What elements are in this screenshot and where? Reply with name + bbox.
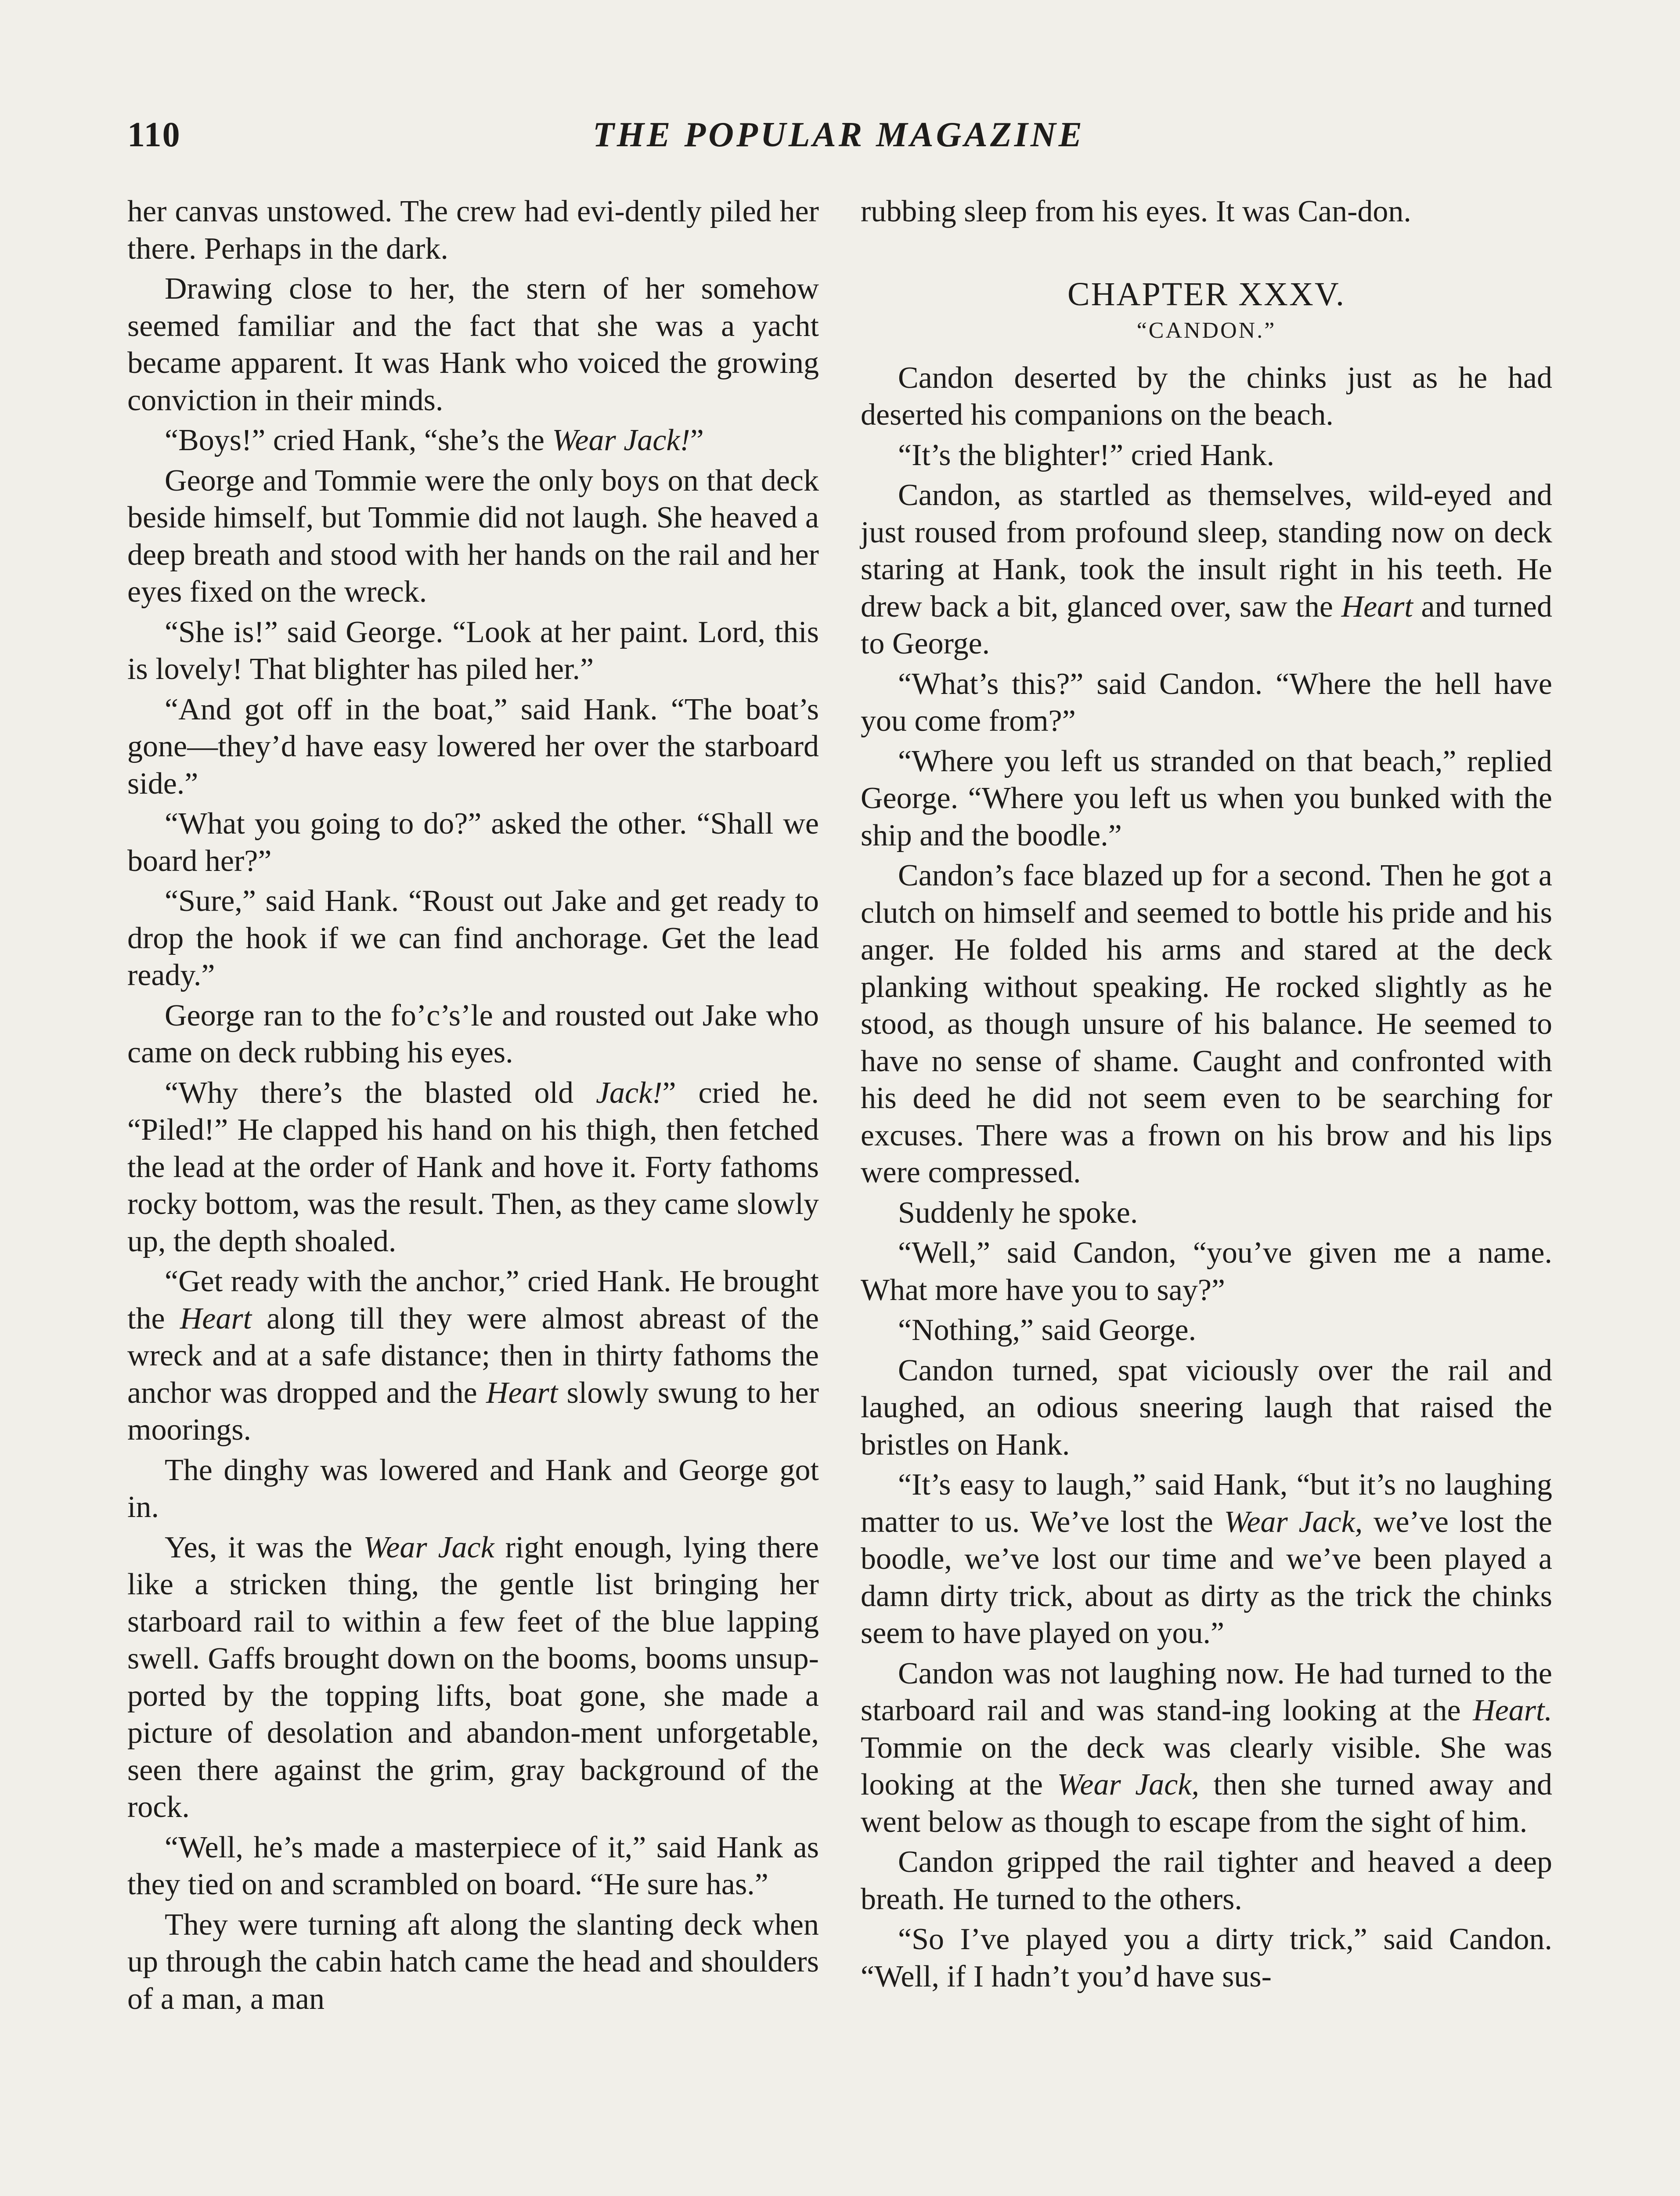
paragraph: “She is!” said George. “Look at her paint. Lord, this is lovely! That blighter has piled her.” <box>127 615 819 686</box>
chapter-heading: CHAPTER XXXV. <box>1067 275 1345 313</box>
paragraph: Candon turned, spat viciously over the rail and laughed, an odious sneering laugh that raised the bristles on Hank. <box>861 1353 1552 1462</box>
chapter-subtitle: “CANDON.” <box>1136 318 1276 343</box>
paragraph: The dinghy was lowered and Hank and George got in. <box>127 1453 819 1524</box>
paragraph: “Where you left us stranded on that beach,” replied George. “Where you left us when you bunked with the ship and the boodle.” <box>861 744 1552 852</box>
paragraph: Suddenly he spoke. <box>898 1196 1138 1230</box>
paragraph: “And got off in the boat,” said Hank. “The boat’s gone—they’d have easy lowered her over the starboard side.” <box>127 692 819 801</box>
paragraph: her canvas unstowed. The crew had evi-dently piled her there. Perhaps in the dark. <box>127 195 819 266</box>
paragraph: They were turning aft along the slanting deck when up through the cabin hatch came the head and shoulders of a man, a man <box>127 1907 819 2016</box>
paragraph: “Boys!” cried Hank, “she’s the Wear Jack!” <box>165 423 704 457</box>
left-text-column <box>127 193 819 2021</box>
paragraph: “Nothing,” said George. <box>898 1313 1197 1347</box>
page-number: 110 <box>127 116 181 154</box>
paragraph: “What you going to do?” asked the other. “Shall we board her?” <box>127 807 819 878</box>
paragraph: Drawing close to her, the stern of her somehow seemed familiar and the fact that she was a yacht became apparent. It was Hank who voiced the growing conviction in their minds. <box>127 272 819 417</box>
paragraph: “Get ready with the anchor,” cried Hank. He brought the Heart along till they were almost abreast of the wreck and at a safe distance; then in thirty fathoms the anchor was dropped and the Heart slowly swung to her moorings. <box>127 1264 819 1447</box>
paragraph: “So I’ve played you a dirty trick,” said Candon. “Well, if I hadn’t you’d have sus- <box>861 1922 1552 1994</box>
paragraph: Candon, as startled as themselves, wild-eyed and just roused from profound sleep, standing now on deck staring at Hank, took the insult right in his teeth. He drew back a bit, glanced over, saw the Heart and turned to George. <box>861 478 1552 661</box>
paragraph: Yes, it was the Wear Jack right enough, lying there like a stricken thing, the gentle list bringing her starboard rail to within a few feet of the blue lapping swell. Gaffs brought down on the booms, booms unsup-ported by the topping lifts, boat gone, she made a picture of desolation and abandon-ment unforgetable, seen there against the grim, gray background of the rock. <box>127 1530 819 1824</box>
paragraph: rubbing sleep from his eyes. It was Can-don. <box>861 195 1411 228</box>
right-text-column <box>861 193 1552 1998</box>
paragraph: “It’s the blighter!” cried Hank. <box>898 438 1275 472</box>
right-column-continuation <box>861 193 1552 231</box>
chapter-body <box>861 360 1552 1996</box>
paragraph: “Well, he’s made a masterpiece of it,” said Hank as they tied on and scrambled on board. “He sure has.” <box>127 1830 819 1901</box>
paragraph: Candon was not laughing now. He had turned to the starboard rail and was stand-ing looking at the Heart. Tommie on the deck was clearly visible. She was looking at the Wear Jack, then she turned away and went below as though to escape from the sight of him. <box>861 1656 1552 1839</box>
paragraph: “Why there’s the blasted old Jack!” cried he. “Piled!” He clapped his hand on his thigh, then fetched the lead at the order of Hank and hove it. Forty fathoms rocky bottom, was the result. Then, as they came slowly up, the depth shoaled. <box>127 1076 819 1258</box>
paragraph: “Sure,” said Hank. “Roust out Jake and get ready to drop the hook if we can find anchorage. Get the lead ready.” <box>127 884 819 992</box>
running-title: THE POPULAR MAGAZINE <box>592 116 1085 154</box>
paragraph: Candon gripped the rail tighter and heaved a deep breath. He turned to the others. <box>861 1845 1552 1916</box>
paragraph: George and Tommie were the only boys on that deck beside himself, but Tommie did not laugh. She heaved a deep breath and stood with her hands on the rail and her eyes fixed on the wreck. <box>127 463 819 609</box>
paragraph: “What’s this?” said Candon. “Where the hell have you come from?” <box>861 667 1552 738</box>
paragraph: George ran to the fo’c’s’le and rousted out Jake who came on deck rubbing his eyes. <box>127 998 819 1069</box>
page-header <box>127 115 1550 163</box>
paragraph: Candon’s face blazed up for a second. Then he got a clutch on himself and seemed to bottle his pride and his anger. He folded his arms and stared at the deck planking without speaking. He rocked slightly as he stood, as though unsure of his balance. He seemed to have no sense of shame. Caught and confronted with his deed he did not seem even to be searching for excuses. There was a frown on his brow and his lips were compressed. <box>861 859 1552 1189</box>
paragraph: “Well,” said Candon, “you’ve given me a name. What more have you to say?” <box>861 1236 1552 1307</box>
paragraph: “It’s easy to laugh,” said Hank, “but it’s no laughing matter to us. We’ve lost the Wear Jack, we’ve lost the boodle, we’ve lost our time and we’ve been played a damn dirty trick, about as dirty as the trick the chinks seem to have played on you.” <box>861 1468 1553 1650</box>
paragraph: Candon deserted by the chinks just as he had deserted his companions on the beach. <box>861 361 1552 432</box>
